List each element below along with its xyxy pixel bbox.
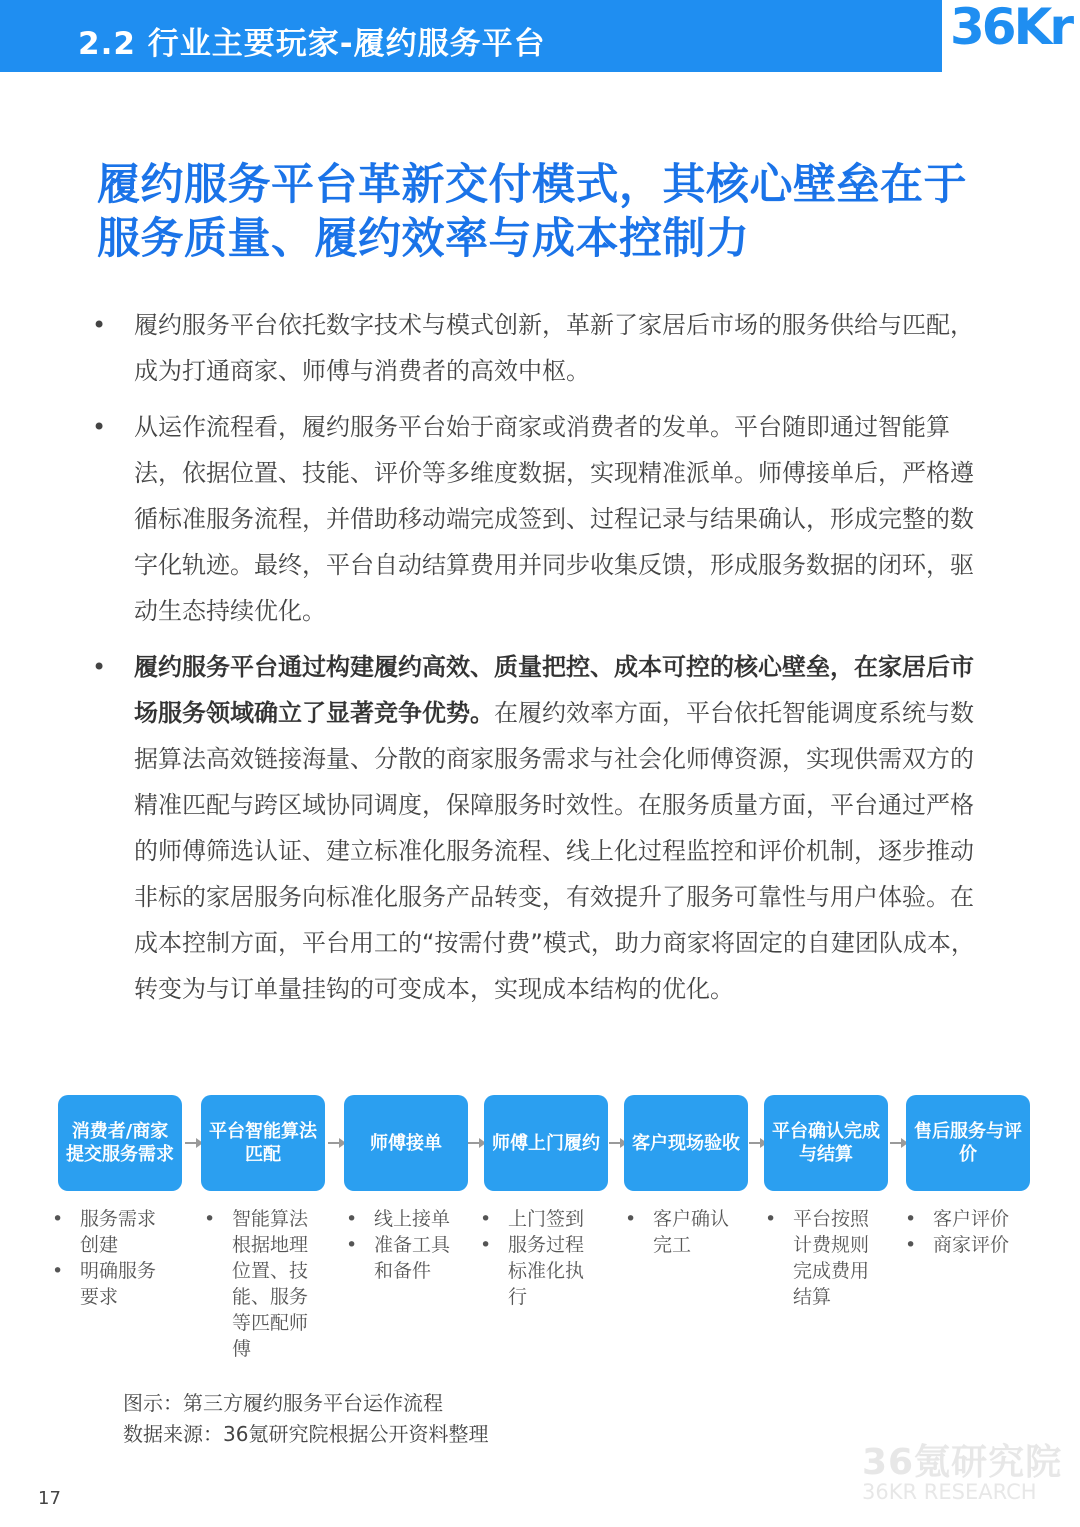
header-bar <box>0 0 1080 72</box>
bullet-dot-icon: • <box>346 1208 358 1230</box>
detail-item <box>346 1206 468 1232</box>
detail-text: 准备工具和备件 <box>374 1234 451 1282</box>
page-number: 17 <box>38 1488 61 1509</box>
flow-step-details <box>625 1206 747 1258</box>
bullet-text: 在履约效率方面，平台依托智能调度系统与数据算法高效链接海量、分散的商家服务需求与社会化师傅资源，实现供需双方的精准匹配与跨区域协同调度，保障服务时效性。在服务质量方面，平台通过严格的师傅筛选认证、建立标准化服务流程、线上化过程监控和评价机制，逐步推动非标的家居服务向标准化服务产品转变，有效提升了服务可靠性与用户体验。在成本控制方面，平台用工的“按需付费”模式，助力商家将固定的自建团队成本，转变为与订单量挂钩的可变成本，实现成本结构的优化。 <box>134 699 975 1003</box>
bullet-dot-icon: • <box>52 1208 64 1230</box>
page-headline <box>97 158 997 266</box>
detail-item <box>52 1206 174 1258</box>
detail-item <box>52 1258 174 1310</box>
bullet-dot-icon: • <box>765 1208 777 1230</box>
detail-text: 明确服务要求 <box>80 1260 157 1308</box>
flow-step-box: 平台确认完成与结算 <box>764 1095 888 1191</box>
bullet-strong-text: 履约服务平台通过构建履约高效、质量把控、成本可控的核心壁垒，在家居后市场服务领域确立了显著竞争优势。 <box>134 653 974 727</box>
detail-text: 上门签到 <box>508 1208 585 1230</box>
bullet-dot-icon: • <box>905 1234 917 1256</box>
flow-step-box: 师傅接单 <box>344 1095 468 1191</box>
detail-text: 平台按照计费规则完成费用结算 <box>793 1208 870 1308</box>
flow-step-details <box>765 1206 887 1310</box>
flow-step-details <box>480 1206 602 1310</box>
section-title: 2.2 行业主要玩家-履约服务平台 <box>78 26 546 62</box>
bullet-dot-icon: • <box>346 1234 358 1256</box>
flow-step-box: 平台智能算法匹配 <box>201 1095 325 1191</box>
detail-item <box>480 1232 602 1310</box>
flow-step-box: 客户现场验收 <box>624 1095 748 1191</box>
bullet-dot-icon: • <box>92 653 107 681</box>
bullet-item <box>90 644 990 1012</box>
flow-step-box: 消费者/商家提交服务需求 <box>58 1095 182 1191</box>
headline-line-1: 履约服务平台革新交付模式，其核心壁垒在于 <box>97 160 967 210</box>
bullet-dot-icon: • <box>92 413 107 441</box>
bullet-dot-icon: • <box>480 1234 492 1256</box>
bullet-item <box>90 302 990 394</box>
detail-text: 智能算法根据地理位置、技能、服务等匹配师傅 <box>232 1208 309 1360</box>
process-flow <box>58 1095 1030 1191</box>
brand-logo <box>942 0 1080 72</box>
detail-item <box>905 1232 1027 1258</box>
detail-item <box>346 1232 468 1284</box>
bullet-dot-icon: • <box>905 1208 917 1230</box>
detail-text: 商家评价 <box>933 1234 1010 1256</box>
data-source: 数据来源：36氪研究院根据公开资料整理 <box>123 1422 489 1446</box>
detail-text: 客户评价 <box>933 1208 1010 1230</box>
bullet-dot-icon: • <box>204 1208 216 1230</box>
body-bullets <box>90 302 990 1022</box>
headline-line-2: 服务质量、履约效率与成本控制力 <box>97 214 750 264</box>
watermark-en: 36KR RESEARCH <box>862 1480 1037 1504</box>
bullet-dot-icon: • <box>92 311 107 339</box>
flow-step-details <box>204 1206 326 1362</box>
brand-logo-text: 36Kr <box>950 0 1071 56</box>
bullet-text: 从运作流程看，履约服务平台始于商家或消费者的发单。平台随即通过智能算法，依据位置、技能、评价等多维度数据，实现精准派单。师傅接单后，严格遵循标准服务流程，并借助移动端完成签到、过程记录与结果确认，形成完整的数字化轨迹。最终，平台自动结算费用并同步收集反馈，形成服务数据的闭环，驱动生态持续优化。 <box>134 413 974 625</box>
flow-step-details <box>905 1206 1027 1258</box>
bullet-item <box>90 404 990 634</box>
bullet-text: 履约服务平台依托数字技术与模式创新，革新了家居后市场的服务供给与匹配，成为打通商家、师傅与消费者的高效中枢。 <box>134 311 974 385</box>
detail-item <box>765 1206 887 1310</box>
bullet-dot-icon: • <box>625 1208 637 1230</box>
detail-item <box>905 1206 1027 1232</box>
detail-text: 服务需求创建 <box>80 1208 157 1256</box>
watermark-cn: 36氪研究院 <box>862 1442 1063 1483</box>
detail-text: 服务过程标准化执行 <box>508 1234 585 1308</box>
detail-text: 线上接单 <box>374 1208 451 1230</box>
detail-text: 客户确认完工 <box>653 1208 730 1256</box>
detail-item <box>625 1206 747 1258</box>
bullet-dot-icon: • <box>480 1208 492 1230</box>
detail-item <box>480 1206 602 1232</box>
flow-step-details <box>52 1206 174 1310</box>
flow-step-box: 师傅上门履约 <box>484 1095 608 1191</box>
figure-caption <box>123 1388 488 1450</box>
flow-step-details <box>346 1206 468 1284</box>
bullet-dot-icon: • <box>52 1260 64 1282</box>
detail-item <box>204 1206 326 1362</box>
figure-title: 图示：第三方履约服务平台运作流程 <box>123 1391 443 1415</box>
flow-step-box: 售后服务与评价 <box>906 1095 1030 1191</box>
